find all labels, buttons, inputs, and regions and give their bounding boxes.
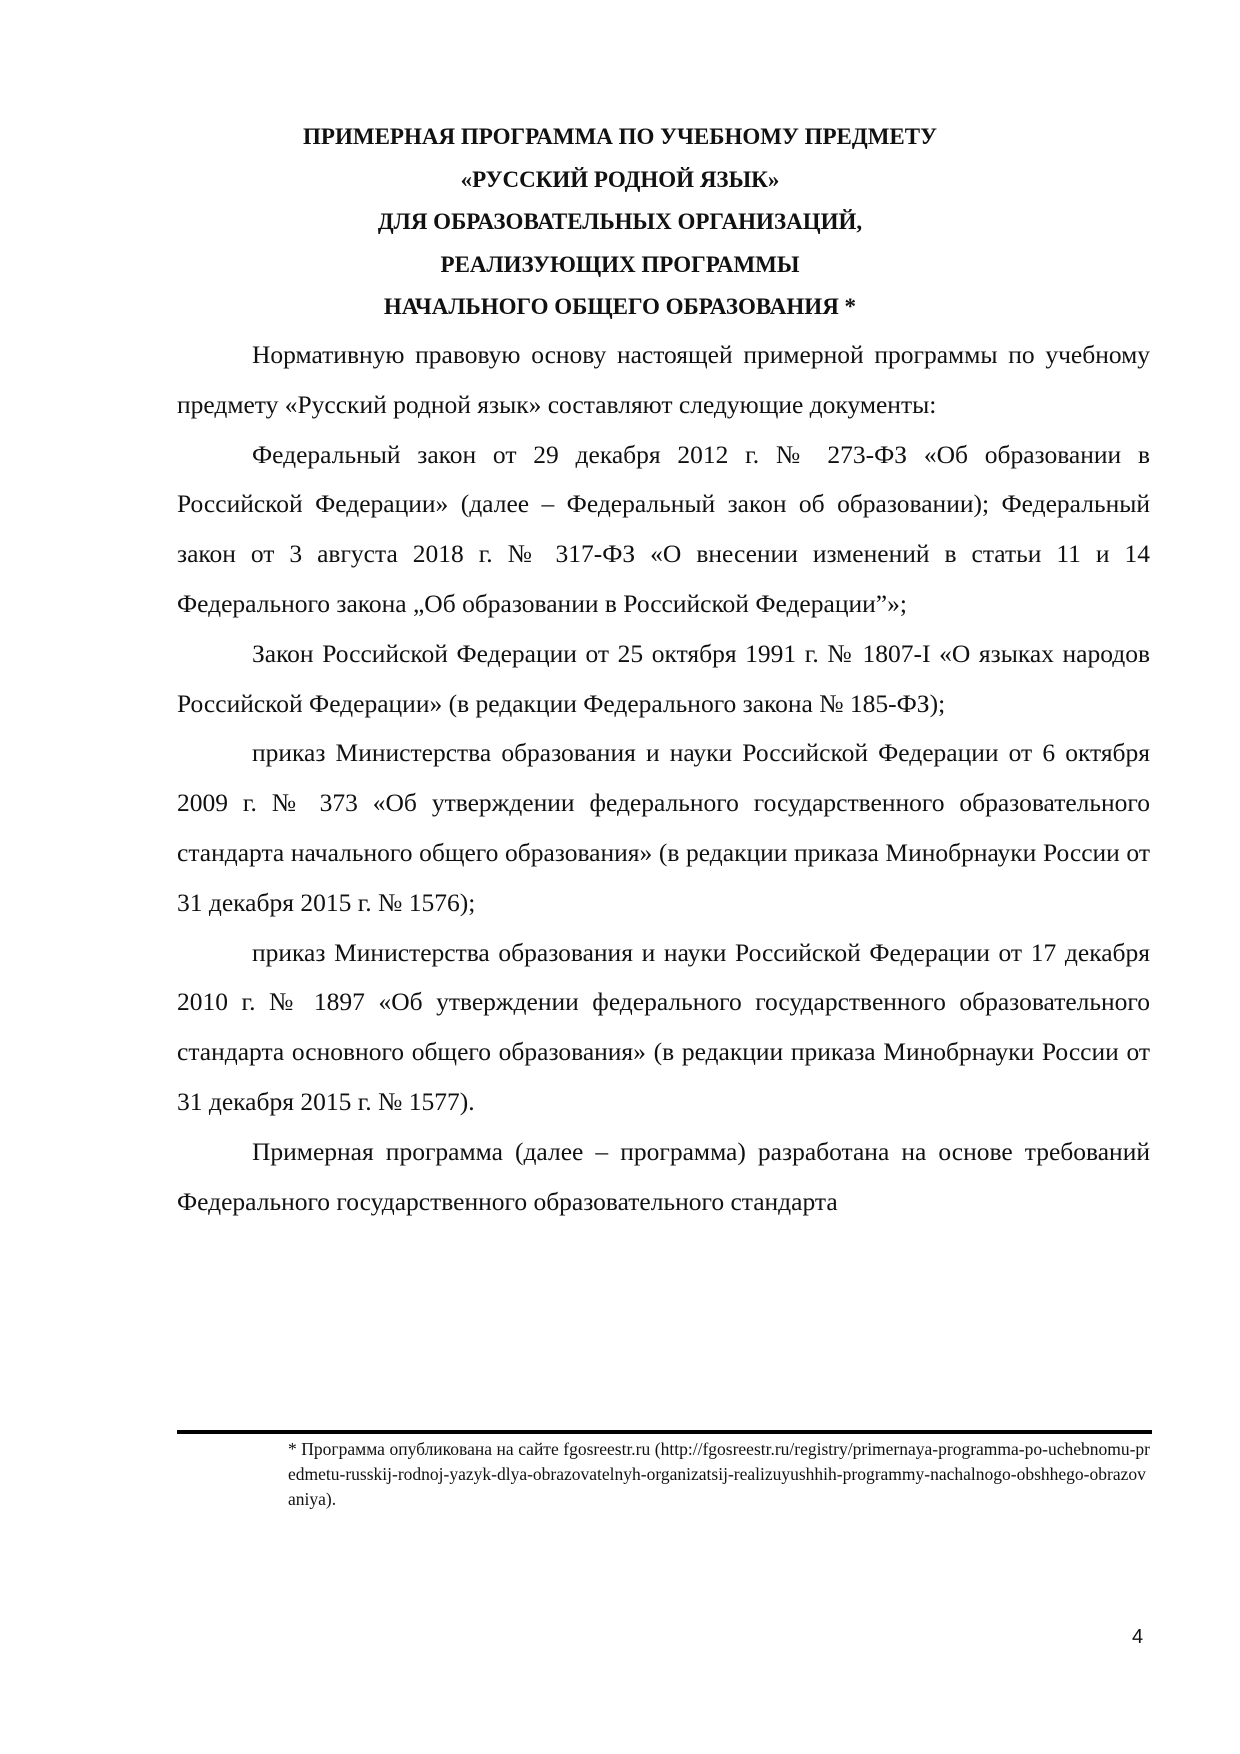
title-line: «РУССКИЙ РОДНОЙ ЯЗЫК» xyxy=(460,166,780,192)
title-line: РЕАЛИЗУЮЩИХ ПРОГРАММЫ xyxy=(440,251,800,277)
paragraph: Федеральный закон от 29 декабря 2012 г. № 273-ФЗ «Об образовании в Российской Федерации» (далее – Федеральный закон об образовании); Федеральный закон от 3 августа 2018 г. № 317-ФЗ «О внесении изменений в статьи 11 и 14 Федерального закона „Об образовании в Российской Федерации”»; xyxy=(177,439,1150,618)
document-body xyxy=(177,330,1150,1226)
page-number: 4 xyxy=(1132,1626,1144,1648)
paragraph: приказ Министерства образования и науки Российской Федерации от 6 октября 2009 г. № 373 «Об утверждении федерального государственного образовательного стандарта начального общего образования» (в редакции приказа Минобрнауки России от 31 декабря 2015 г. № 1576); xyxy=(177,738,1150,917)
footnote: * Программа опубликована на сайте fgosreestr.ru (http://fgosreestr.ru/registry/primernaya-programma-po-uchebnomu-predmetu-russkij-rodnoj-yazyk-dlya-obrazovatelnyh-organizatsij-realizuyushhih-programmy-nachalnogo-obshhego-obrazovaniya). xyxy=(288,1439,1150,1509)
paragraph: Нормативную правовую основу настоящей примерной программы по учебному предмету «Русский родной язык» составляют следующие документы: xyxy=(177,340,1150,419)
paragraph: приказ Министерства образования и науки Российской Федерации от 17 декабря 2010 г. № 1897 «Об утверждении федерального государственного образовательного стандарта основного общего образования» (в редакции приказа Минобрнауки России от 31 декабря 2015 г. № 1577). xyxy=(177,937,1150,1116)
paragraph: Примерная программа (далее – программа) разработана на основе требований Федерального государственного образовательного стандарта xyxy=(177,1136,1150,1216)
title-line: НАЧАЛЬНОГО ОБЩЕГО ОБРАЗОВАНИЯ * xyxy=(383,294,857,319)
title-line: ДЛЯ ОБРАЗОВАТЕЛЬНЫХ ОРГАНИЗАЦИЙ, xyxy=(377,209,863,234)
footnote-separator xyxy=(177,1430,1152,1434)
title-line: ПРИМЕРНАЯ ПРОГРАММА ПО УЧЕБНОМУ ПРЕДМЕТУ xyxy=(303,124,937,149)
document-title xyxy=(0,116,1240,329)
paragraph: Закон Российской Федерации от 25 октября 1991 г. № 1807-I «О языках народов Российской Федерации» (в редакции Федерального закона № 185-ФЗ); xyxy=(177,638,1150,718)
